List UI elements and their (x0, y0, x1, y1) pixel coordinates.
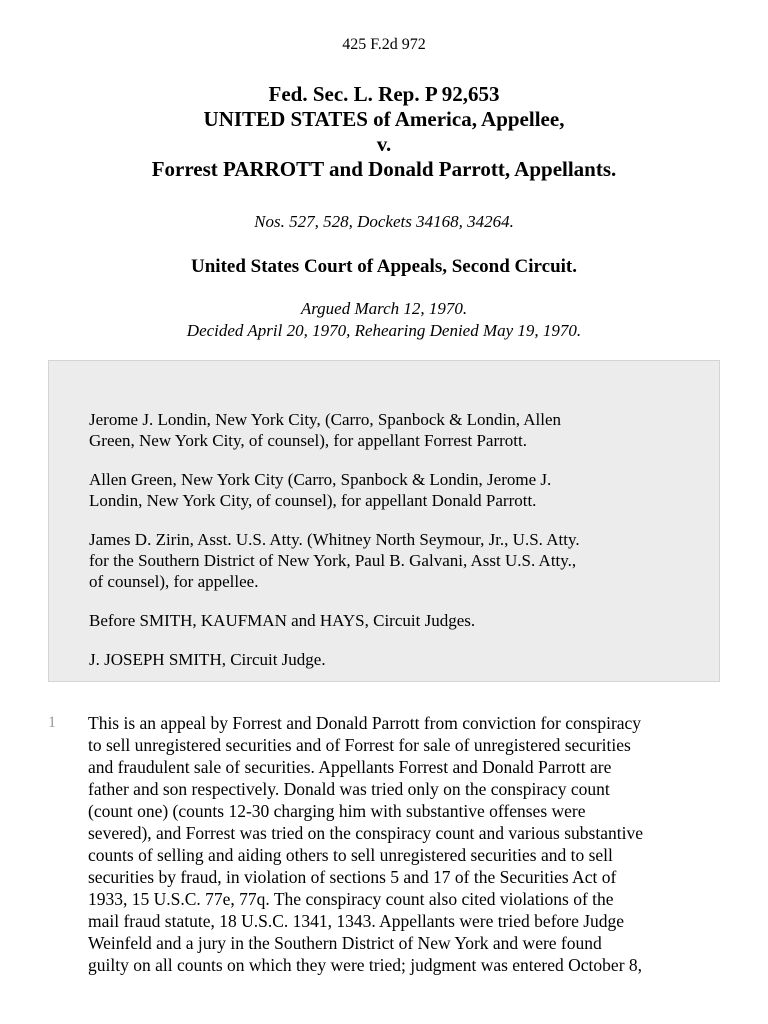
counsel-line: for the Southern District of New York, Paul B. Galvani, Asst U.S. Atty., (89, 551, 577, 570)
counsel-line: Jerome J. Londin, New York City, (Carro, Spanbock & Londin, Allen (89, 410, 562, 429)
paragraph-line: father and son respectively. Donald was tried only on the conspiracy count (88, 779, 610, 799)
citation: 425 F.2d 972 (342, 36, 426, 53)
case-caption (0, 82, 768, 182)
argued-date: Argued March 12, 1970. (300, 299, 468, 318)
paragraph-line: This is an appeal by Forrest and Donald Parrott from conviction for conspiracy (88, 713, 642, 733)
paragraph-line: mail fraud statute, 18 U.S.C. 1341, 1343. Appellants were tried before Judge (88, 911, 625, 931)
versus: v. (376, 132, 392, 156)
paragraph-line: guilty on all counts on which they were tried; judgment was entered October 8, (88, 955, 643, 975)
opinion-author: J. JOSEPH SMITH, Circuit Judge. (89, 650, 326, 669)
bench: Before SMITH, KAUFMAN and HAYS, Circuit Judges. (89, 611, 476, 630)
paragraph-line: Weinfeld and a jury in the Southern District of New York and were found (88, 933, 602, 953)
counsel-line: Londin, New York City, of counsel), for appellant Donald Parrott. (89, 491, 537, 510)
counsel-line: James D. Zirin, Asst. U.S. Atty. (Whitney North Seymour, Jr., U.S. Atty. (89, 530, 580, 549)
paragraph-line: and fraudulent sale of securities. Appellants Forrest and Donald Parrott are (88, 757, 612, 777)
case-dates (0, 298, 768, 342)
paragraph-text (88, 712, 738, 976)
counsel-line: of counsel), for appellee. (89, 572, 259, 591)
paragraph-line: 1933, 15 U.S.C. 77e, 77q. The conspiracy count also cited violations of the (88, 889, 614, 909)
decided-date: Decided April 20, 1970, Rehearing Denied May 19, 1970. (186, 321, 582, 340)
appellants-name: Forrest PARROTT and Donald Parrott, Appellants. (151, 157, 617, 181)
paragraph-line: to sell unregistered securities and of Forrest for sale of unregistered securities (88, 735, 631, 755)
appellee-name: UNITED STATES of America, Appellee, (203, 107, 565, 131)
docket-numbers: Nos. 527, 528, Dockets 34168, 34264. (254, 212, 514, 231)
counsel-line: Green, New York City, of counsel), for appellant Forrest Parrott. (89, 431, 527, 450)
paragraph-line: securities by fraud, in violation of sections 5 and 17 of the Securities Act of (88, 867, 617, 887)
counsel-box (48, 360, 720, 682)
court-name: United States Court of Appeals, Second Circuit. (191, 256, 577, 277)
paragraph-line: counts of selling and aiding others to sell unregistered securities and to sell (88, 845, 613, 865)
paragraph-line: severed), and Forrest was tried on the conspiracy count and various substantive (88, 823, 643, 843)
paragraph-number[interactable]: 1 (48, 714, 56, 731)
reporter-citation: Fed. Sec. L. Rep. P 92,653 (268, 82, 500, 106)
counsel-line: Allen Green, New York City (Carro, Spanbock & Londin, Jerome J. (89, 470, 552, 489)
paragraph-line: (count one) (counts 12-30 charging him with substantive offenses were (88, 801, 586, 821)
